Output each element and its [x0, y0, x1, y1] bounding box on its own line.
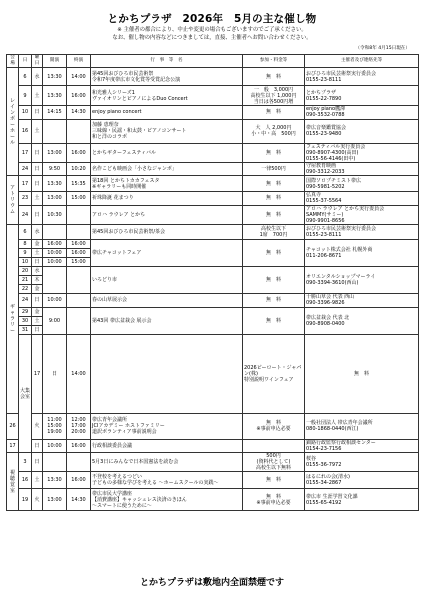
cell-event: 2026ビーロート・ジャパン(株) 特別説明ワインフェア — [243, 334, 305, 413]
cell-event: 名作こども映画会「小さなジャンボ」 — [91, 162, 243, 176]
cell-weekday: 日 — [32, 325, 43, 334]
cell-event: とかちギターフェスティバル — [91, 143, 243, 162]
cell-date: 17 — [7, 439, 19, 453]
cell-weekday: 火 — [32, 489, 43, 511]
cell-organizer: 国際ソロプチミスト帯広 090-5981-5202 — [305, 176, 419, 192]
cell-organizer: おびひろ市民芸術祭実行委員会 0155-23-8111 — [305, 68, 419, 86]
cell-organizer: 十勝山草会 代表 西山 090-3396-9826 — [305, 293, 419, 307]
cell-weekday: 日 — [32, 205, 43, 224]
cell-close: 15:35 — [67, 176, 91, 192]
cell-weekday: 土 — [32, 316, 43, 325]
cell-close: 16:00 — [67, 472, 91, 489]
cell-weekday: 水 — [32, 68, 43, 86]
cell-close: 14:30 — [67, 106, 91, 120]
cell-open: 13:30 — [43, 86, 67, 106]
cell-weekday: 金 — [32, 284, 43, 293]
cell-fee: 無 料 — [243, 239, 305, 266]
cell-organizer: 帯広市 生涯学習文化課 0155-65-4192 — [305, 489, 419, 511]
cell-close: 10:20 — [67, 162, 91, 176]
cell-event: 第45回おびひろ市民芸術祭 令和7年度帯広市文化賞等受賞記念公演 — [91, 68, 243, 86]
cell-fee: 無 料 — [243, 472, 305, 489]
cell-close: 15:00 — [67, 257, 91, 266]
cell-date: 10 — [19, 106, 32, 120]
cell-weekday: 日 — [32, 143, 43, 162]
header-date: 日 — [19, 55, 32, 68]
cell-organizer: アロハ ラウレア とかち実行委員会 SAMMY(サミー) 090-9901-8656 — [305, 205, 419, 224]
cell-weekday: 木 — [32, 275, 43, 284]
header-venue: 会場 — [7, 55, 19, 68]
cell-fee: 無 料 — [243, 307, 305, 334]
cell-date: 24 — [19, 162, 32, 176]
cell-weekday: 土 — [32, 192, 43, 206]
cell-close: 16:00 — [67, 143, 91, 162]
cell-weekday: 日 — [32, 257, 43, 266]
table-row — [7, 192, 419, 206]
table-row — [7, 307, 419, 316]
cell-event: 帯広市民大学講座 【消費講座】キャッシュレス決済のきほん ～スマートに使うために～ — [91, 489, 243, 511]
cell-weekday: 日 — [43, 334, 67, 413]
table-row — [7, 224, 419, 239]
cell-date: 3 — [19, 453, 32, 472]
cell-open: 13:30 — [43, 176, 67, 192]
cell-weekday: 日 — [32, 106, 43, 120]
cell-open: 13:30 — [43, 68, 67, 86]
header-weekday: 曜日 — [32, 55, 43, 68]
cell-fee: 無 料 ※事前申込必要 — [243, 489, 305, 511]
cell-fee: 無 料 ※事前申込必要 — [243, 413, 305, 439]
cell-organizer: 帯広盆栽会 代表 北 090-8908-0400 — [305, 307, 419, 334]
cell-event: 和光雅人シリーズ1 ヴァイオリンとピアノによるDuo Concert — [91, 86, 243, 106]
cell-date: 24 — [19, 293, 32, 307]
venue-rainbow: レインボーホール — [7, 68, 19, 176]
cell-date: 30 — [19, 316, 32, 325]
note-line: ※ 主催者の都合により、中止や変更の場合もございますのでご了承ください。 — [117, 27, 307, 33]
cell-event: アロハ ラウレア とかち — [91, 205, 243, 224]
header-fee: 参加・料金等 — [243, 55, 305, 68]
cell-open: 13:00 — [43, 192, 67, 206]
cell-close — [67, 119, 91, 143]
cell-weekday: 日 — [32, 439, 43, 453]
header-open: 開演 — [43, 55, 67, 68]
cell-weekday: 日 — [32, 176, 43, 192]
cell-event: 第43回 帯広盆栽会 展示会 — [91, 307, 243, 334]
cell-fee: 500円 (資料代として) 高校生以下無料 — [243, 453, 305, 472]
cell-date: 21 — [19, 275, 32, 284]
cell-event: 第45回おびひろ市民芸術祭/茶会 — [91, 224, 243, 239]
cell-fee: 高校生以下 1席 700円 — [243, 224, 305, 239]
cell-close: 16:00 — [67, 86, 91, 106]
cell-fee: 無 料 — [305, 334, 419, 413]
cell-date: 10 — [19, 257, 32, 266]
table-row — [7, 68, 419, 86]
cell-organizer: はるにれの会(清水) 0155-34-2867 — [305, 472, 419, 489]
cell-date: 16 — [19, 119, 32, 143]
table-row — [7, 489, 419, 511]
cell-date: 9 — [19, 86, 32, 106]
cell-fee — [243, 439, 305, 453]
cell-close: 16:00 — [67, 239, 91, 248]
table-row — [7, 293, 419, 307]
cell-open: 10:30 — [43, 205, 67, 224]
cell-date: 29 — [19, 307, 32, 316]
cell-open — [43, 119, 67, 143]
cell-date: 9 — [19, 248, 32, 257]
cell-fee: 一律500円 — [243, 162, 305, 176]
as-of-date: （令和8年 4月15日現在） — [355, 46, 410, 51]
cell-fee: 大 人 2,000円 小・中・高 500円 — [243, 119, 305, 143]
cell-open — [43, 266, 67, 293]
table-row — [7, 143, 419, 162]
table-row — [7, 472, 419, 489]
venue-atrium: アトリウム — [7, 176, 19, 225]
table-row — [7, 162, 419, 176]
cell-date: 22 — [19, 284, 32, 293]
cell-close: 16:00 — [67, 248, 91, 257]
cell-event: 帯広チャコットフェア — [91, 239, 243, 266]
table-header — [7, 55, 419, 68]
cell-date: 17 — [19, 176, 32, 192]
header-organizer: 主催者及び連絡先等 — [305, 55, 419, 68]
table-row — [7, 413, 419, 439]
table-row — [7, 176, 419, 192]
cell-date: 6 — [19, 224, 32, 239]
venue-dai-shukai: 大集会室 — [19, 334, 32, 453]
table-row — [7, 119, 419, 143]
cell-weekday: 土 — [32, 86, 43, 106]
cell-close — [67, 266, 91, 293]
cell-date: 17 — [19, 143, 32, 162]
cell-open: 10:00 — [43, 293, 67, 307]
cell-close — [67, 293, 91, 307]
cell-event: 第18回 とかちトカカフェスタ ※ギャラリーも同時開催 — [91, 176, 243, 192]
table-row — [7, 106, 419, 120]
cell-open: 16:00 — [43, 239, 67, 248]
cell-weekday: 火 — [32, 413, 43, 439]
cell-weekday: 金 — [32, 239, 43, 248]
cell-organizer: 釧路行政監察行政相談センター 0154-23-7156 — [305, 439, 419, 453]
venue-shichokaku: 視聴覚室 — [7, 453, 19, 511]
cell-close — [91, 334, 243, 413]
cell-event: 5月3日にみんなで日本国憲法を読む会 — [91, 453, 243, 472]
cell-close — [67, 224, 91, 239]
venue-gallery: ギャラリー — [7, 224, 19, 413]
table-row — [7, 439, 419, 453]
table-row — [7, 205, 419, 224]
cell-open: 13:00 — [43, 489, 67, 511]
cell-close: 14:30 — [67, 489, 91, 511]
note-line: なお、催し物の内容などにつきましては，直接、主催者へお問い合わせください。 — [112, 35, 312, 41]
cell-organizer: enjoy piano鷹澤 090-3532-0788 — [305, 106, 419, 120]
header-close: 終演 — [67, 55, 91, 68]
cell-organizer: 弘真寺 0155-37-5564 — [305, 192, 419, 206]
cell-fee: 無 料 — [243, 143, 305, 162]
cell-weekday: 日 — [32, 453, 43, 472]
cell-weekday: 水 — [32, 266, 43, 275]
cell-close: 16:00 — [67, 439, 91, 453]
cell-close — [67, 205, 91, 224]
cell-open: 9:50 — [43, 162, 67, 176]
cell-weekday: 日 — [32, 293, 43, 307]
cell-date: 23 — [19, 192, 32, 206]
header-event: 行 事 等 名 — [91, 55, 243, 68]
cell-open: 11:00 15:00 19:00 — [43, 413, 67, 439]
cell-open: 13:00 — [43, 143, 67, 162]
footer-no-smoking: とかちプラザは敷地内全面禁煙です — [139, 578, 284, 588]
schedule-table — [6, 54, 419, 511]
cell-event: 祈珠降誕 花まつり — [91, 192, 243, 206]
cell-open: 13:30 — [43, 472, 67, 489]
cell-fee: 一 般 3,000円 高校生以下 1,000円 当日は各500円増 — [243, 86, 305, 106]
cell-weekday: 金 — [32, 307, 43, 316]
cell-close — [67, 307, 91, 334]
cell-event: 帯広青年会議所 JCIアカデミー ホストファミリー 道訳ボランティア事前説明会 — [91, 413, 243, 439]
cell-organizer: おびひろ市民芸術祭実行委員会 0155-23-8111 — [305, 224, 419, 239]
cell-date: 8 — [19, 239, 32, 248]
cell-close: 12:00 17:00 20:00 — [67, 413, 91, 439]
cell-close: 15:00 — [67, 192, 91, 206]
cell-fee: 無 料 — [243, 205, 305, 224]
table-row — [7, 266, 419, 275]
cell-organizer: オリエンタルショップマーライ 090-3394-3610(西山) — [305, 266, 419, 293]
cell-open: 14:00 — [67, 334, 91, 413]
cell-date: 31 — [19, 325, 32, 334]
table-row — [7, 453, 419, 472]
cell-close: 14:00 — [67, 68, 91, 86]
cell-fee: 無 料 — [243, 68, 305, 86]
cell-open: 10:00 — [43, 257, 67, 266]
table-row — [7, 86, 419, 106]
cell-fee: 無 料 — [243, 192, 305, 206]
cell-open: 14:15 — [43, 106, 67, 120]
cell-event: 行政相談委員会議 — [91, 439, 243, 453]
cell-event: 不登校を考えるつどい 子どもの多様な学びを考える ～ホームスクールの実践～ — [91, 472, 243, 489]
cell-organizer: とかちプラザ 0155-22-7890 — [305, 86, 419, 106]
cell-open — [43, 224, 67, 239]
cell-fee: 無 料 — [243, 176, 305, 192]
cell-open: 10:00 — [43, 248, 67, 257]
cell-close — [67, 453, 91, 472]
notes — [0, 26, 424, 42]
cell-date: 20 — [19, 266, 32, 275]
cell-fee: 無 料 — [243, 266, 305, 293]
page-title: とかちプラザ 2026年 5月の主な催し物 — [107, 13, 317, 25]
cell-organizer: フェスティバル実行委員会 090-8907-4300(高田) 0155-56-4146(田中) — [305, 143, 419, 162]
cell-organizer: 桜谷 0155-36-7972 — [305, 453, 419, 472]
cell-event: 加藤 恵理奈 三味線・民謡・和太鼓・ピアノコンサート 和と洋のコラボ — [91, 119, 243, 143]
cell-weekday: 水 — [32, 224, 43, 239]
table-row — [7, 239, 419, 248]
cell-open — [43, 453, 67, 472]
cell-weekday: 土 — [32, 119, 43, 143]
cell-open: 10:00 — [43, 439, 67, 453]
cell-event: いろどり市 — [91, 266, 243, 293]
cell-date: 19 — [19, 489, 32, 511]
cell-organizer: 一般社団法人 帯広青年会議所 080-1868-0440(西江) — [305, 413, 419, 439]
cell-open: 9:00 — [43, 307, 67, 334]
cell-date: 26 — [7, 413, 19, 439]
cell-event: enjoy piano concert — [91, 106, 243, 120]
cell-organizer: チャコット株式会社 札幌外商 011-206-8671 — [305, 239, 419, 266]
cell-date: 24 — [19, 205, 32, 224]
cell-weekday: 土 — [32, 248, 43, 257]
table-row — [7, 334, 419, 413]
cell-weekday: 土 — [32, 472, 43, 489]
cell-organizer: 帯広音楽鑑賞協会 0155-23-9480 — [305, 119, 419, 143]
cell-date: 6 — [19, 68, 32, 86]
cell-fee: 無 料 — [243, 293, 305, 307]
cell-date: 16 — [19, 472, 32, 489]
cell-event: 春の山草展示会 — [91, 293, 243, 307]
cell-weekday: 日 — [32, 162, 43, 176]
cell-fee: 無 料 — [243, 106, 305, 120]
cell-organizer: 守屋教育映画 090-3312-2033 — [305, 162, 419, 176]
cell-date: 17 — [32, 334, 43, 413]
